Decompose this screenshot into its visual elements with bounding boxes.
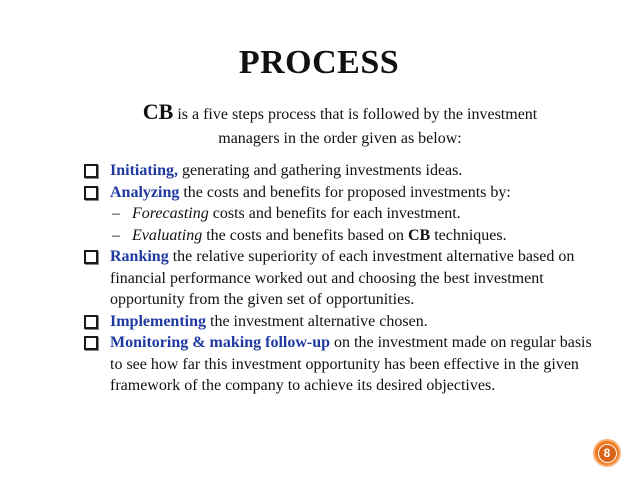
intro-lead: CB [142,99,174,124]
list-item-analyzing [84,182,604,204]
intro-line2: managers in the order given as below: [218,130,462,147]
intro-text [120,100,560,151]
item-text: the relative superiority of each investment alternative based on financial performance worked out and choosing the best investment opportunity from the given set of opportunities. [110,248,575,308]
checkbox-bullet-icon [84,315,98,329]
item-term: Ranking [110,248,169,265]
checkbox-bullet-icon [84,250,98,264]
page-number: 8 [598,444,617,463]
checkbox-bullet-icon [84,336,98,350]
sub-item-evaluating [84,225,604,247]
item-term: Implementing [110,312,206,330]
dash-bullet: – [112,205,120,222]
sub-item-term: Forecasting [132,205,209,222]
list-item-implementing [84,311,604,333]
list-item-initiating [84,160,604,182]
item-text: the investment alternative chosen. [206,312,428,330]
checkbox-bullet-icon [84,164,98,178]
sub-item-text: costs and benefits for each investment. [208,205,461,222]
sub-item-tail: techniques. [430,226,507,244]
intro-line1: is a five steps process that is followed by the investment [173,106,538,123]
sub-item-text: the costs and benefits based on [202,226,408,244]
item-term: Monitoring & making follow-up [110,334,331,351]
sub-item-term: Evaluating [132,226,203,244]
item-text: the costs and benefits for proposed investments by: [179,183,511,201]
slide-title: PROCESS [238,44,400,81]
sub-item-forecasting [84,203,604,225]
dash-bullet: – [112,226,120,244]
list-item-monitoring [84,332,604,397]
process-list [84,160,604,397]
item-term: Initiating, [110,162,179,179]
list-item-ranking [84,246,604,311]
sub-item-bold: CB [407,226,431,244]
item-text: generating and gathering investments ideas. [178,162,463,179]
item-text: on the investment made on regular basis to see how far this investment opportunity has been effective in the given framework of the company to achieve its desired objectives. [110,334,592,394]
item-term: Analyzing [110,183,180,201]
page-number-badge [593,439,621,467]
checkbox-bullet-icon [84,186,98,200]
